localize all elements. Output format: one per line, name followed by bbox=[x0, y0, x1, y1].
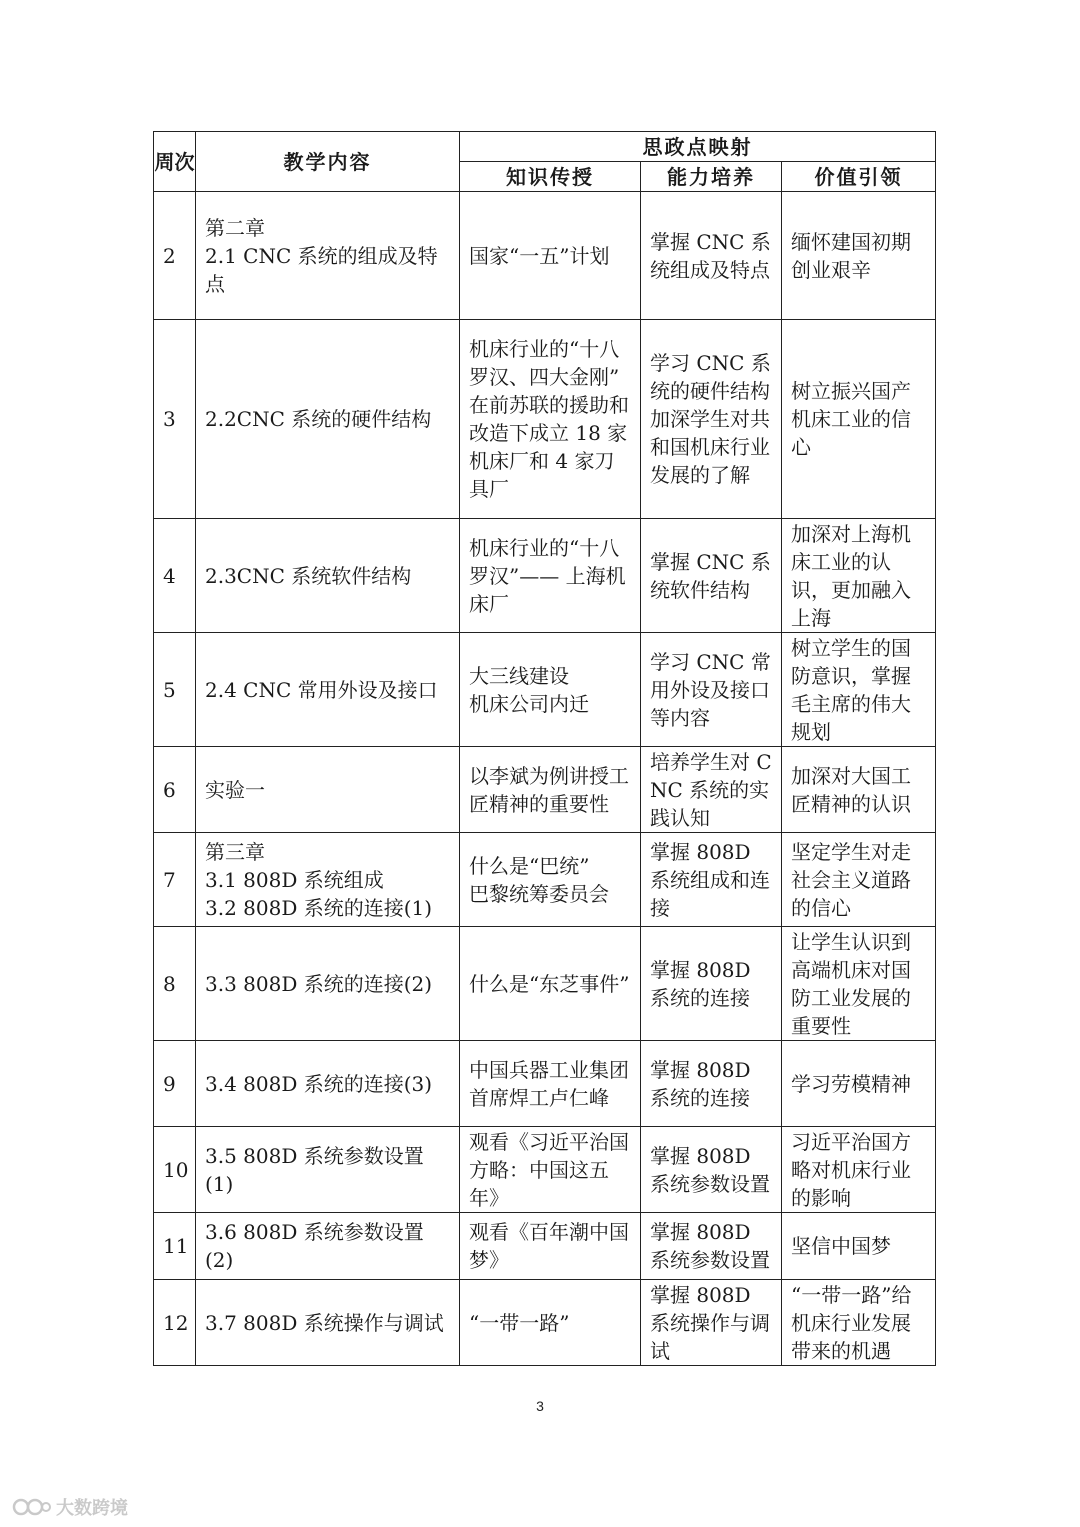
ability-cell bbox=[641, 320, 782, 519]
knowledge-cell bbox=[460, 747, 641, 833]
value-line: 坚定学生对走社会主义道路的信心 bbox=[791, 839, 911, 920]
value-cell bbox=[782, 833, 936, 927]
content-line: 2.4 CNC 常用外设及接口 bbox=[205, 677, 438, 702]
header-ability: 能力培养 bbox=[641, 162, 782, 192]
ability-line: 培养学生对 CNC 系统的实践认知 bbox=[650, 749, 772, 830]
watermark bbox=[12, 1494, 128, 1520]
value-cell bbox=[782, 519, 936, 633]
header-knowledge: 知识传授 bbox=[460, 162, 641, 192]
content-cell bbox=[196, 1280, 460, 1366]
value-line: “一带一路”给机床行业发展带来的机遇 bbox=[791, 1282, 912, 1363]
ability-line: 掌握 CNC 系统软件结构 bbox=[650, 549, 771, 602]
value-cell bbox=[782, 192, 936, 320]
knowledge-cell bbox=[460, 1280, 641, 1366]
knowledge-cell bbox=[460, 1213, 641, 1280]
content-line: 2.2CNC 系统的硬件结构 bbox=[205, 407, 432, 431]
table-row bbox=[154, 833, 936, 927]
knowledge-line: 大三线建设 bbox=[469, 663, 569, 688]
week-cell: 5 bbox=[154, 633, 196, 747]
course-plan-table bbox=[153, 131, 936, 1366]
content-line: 3.1 808D 系统组成 bbox=[205, 867, 384, 892]
value-cell bbox=[782, 1127, 936, 1213]
content-cell bbox=[196, 927, 460, 1041]
table-row bbox=[154, 519, 936, 633]
ability-line: 掌握 808D 系统参数设置 bbox=[650, 1143, 770, 1196]
value-cell bbox=[782, 927, 936, 1041]
content-cell bbox=[196, 320, 460, 519]
content-cell bbox=[196, 192, 460, 320]
value-line: 缅怀建国初期创业艰辛 bbox=[791, 229, 911, 282]
table-row bbox=[154, 320, 936, 519]
value-line: 学习劳模精神 bbox=[791, 1071, 911, 1096]
knowledge-cell bbox=[460, 320, 641, 519]
table-row bbox=[154, 927, 936, 1041]
watermark-text: 大数跨境 bbox=[56, 1498, 128, 1519]
header-week: 周次 bbox=[154, 132, 196, 192]
ability-line: 学习 CNC 系统的硬件结构 bbox=[650, 351, 771, 403]
ability-line: 掌握 808D 系统操作与调试 bbox=[650, 1282, 770, 1363]
knowledge-line: 在前苏联的援助和改造下成立 18 家机床厂和 4 家刀具厂 bbox=[469, 393, 629, 501]
knowledge-cell bbox=[460, 1127, 641, 1213]
ability-line: 掌握 808D 系统的连接 bbox=[650, 1057, 751, 1110]
week-cell: 3 bbox=[154, 320, 196, 519]
ability-cell bbox=[641, 1280, 782, 1366]
ability-line: 学习 CNC 常用外设及接口等内容 bbox=[650, 649, 771, 730]
content-cell bbox=[196, 833, 460, 927]
content-cell bbox=[196, 1213, 460, 1280]
ability-cell bbox=[641, 1213, 782, 1280]
table-row bbox=[154, 1280, 936, 1366]
table-row bbox=[154, 1041, 936, 1127]
knowledge-line: 观看《习近平治国方略：中国这五年》 bbox=[469, 1129, 629, 1210]
content-line: 3.5 808D 系统参数设置(1) bbox=[205, 1143, 424, 1196]
content-line: 2.1 CNC 系统的组成及特点 bbox=[205, 243, 438, 296]
knowledge-line: 以李斌为例讲授工匠精神的重要性 bbox=[469, 763, 629, 816]
table-row bbox=[154, 747, 936, 833]
value-cell bbox=[782, 747, 936, 833]
ability-cell bbox=[641, 1041, 782, 1127]
brand-logo-icon bbox=[12, 1496, 52, 1518]
table-row bbox=[154, 633, 936, 747]
knowledge-cell bbox=[460, 1041, 641, 1127]
content-cell bbox=[196, 1127, 460, 1213]
value-line: 加深对大国工匠精神的认识 bbox=[791, 763, 911, 816]
value-cell bbox=[782, 1280, 936, 1366]
ability-cell bbox=[641, 833, 782, 927]
knowledge-line: 中国兵器工业集团首席焊工卢仁峰 bbox=[469, 1057, 629, 1110]
week-cell: 12 bbox=[154, 1280, 196, 1366]
ability-line: 掌握 808D 系统的连接 bbox=[650, 957, 751, 1010]
content-line: 第三章 bbox=[205, 839, 265, 864]
content-line: 2.3CNC 系统软件结构 bbox=[205, 563, 412, 588]
ability-cell bbox=[641, 1127, 782, 1213]
ability-line: 加深学生对共和国机床行业发展的了解 bbox=[650, 407, 770, 487]
knowledge-line: 巴黎统筹委员会 bbox=[469, 881, 609, 906]
week-cell: 9 bbox=[154, 1041, 196, 1127]
content-line: 实验一 bbox=[205, 777, 265, 802]
week-cell: 11 bbox=[154, 1213, 196, 1280]
header-content: 教学内容 bbox=[196, 132, 460, 192]
week-cell: 2 bbox=[154, 192, 196, 320]
content-line: 3.6 808D 系统参数设置(2) bbox=[205, 1220, 424, 1272]
value-line: 树立振兴国产机床工业的信心 bbox=[791, 379, 911, 459]
knowledge-line: 什么是“东芝事件” bbox=[469, 971, 630, 996]
value-line: 树立学生的国防意识，掌握毛主席的伟大规划 bbox=[791, 635, 911, 744]
value-line: 习近平治国方略对机床行业的影响 bbox=[791, 1129, 911, 1210]
value-cell bbox=[782, 320, 936, 519]
knowledge-cell bbox=[460, 927, 641, 1041]
content-line: 第二章 bbox=[205, 215, 265, 240]
value-cell bbox=[782, 1213, 936, 1280]
ability-cell bbox=[641, 747, 782, 833]
knowledge-line: 机床行业的“十八罗汉”—— 上海机床厂 bbox=[469, 535, 626, 616]
ability-cell bbox=[641, 519, 782, 633]
knowledge-cell bbox=[460, 833, 641, 927]
content-cell bbox=[196, 633, 460, 747]
knowledge-line: 机床行业的“十八罗汉、四大金刚” bbox=[469, 337, 620, 389]
ability-cell bbox=[641, 927, 782, 1041]
header-value: 价值引领 bbox=[782, 162, 936, 192]
week-cell: 6 bbox=[154, 747, 196, 833]
content-line: 3.4 808D 系统的连接(3) bbox=[205, 1071, 433, 1096]
week-cell: 4 bbox=[154, 519, 196, 633]
week-cell: 7 bbox=[154, 833, 196, 927]
knowledge-line: 什么是“巴统” bbox=[469, 853, 590, 878]
knowledge-cell bbox=[460, 519, 641, 633]
content-cell bbox=[196, 747, 460, 833]
week-cell: 10 bbox=[154, 1127, 196, 1213]
content-line: 3.7 808D 系统操作与调试 bbox=[205, 1310, 444, 1335]
value-line: 坚信中国梦 bbox=[791, 1234, 891, 1258]
knowledge-line: 国家“一五”计划 bbox=[469, 243, 610, 268]
ability-cell bbox=[641, 633, 782, 747]
knowledge-line: 机床公司内迁 bbox=[469, 691, 589, 716]
content-cell bbox=[196, 1041, 460, 1127]
knowledge-line: 观看《百年潮中国梦》 bbox=[469, 1220, 629, 1272]
page-number: 3 bbox=[536, 1398, 544, 1414]
ability-cell bbox=[641, 192, 782, 320]
content-line: 3.3 808D 系统的连接(2) bbox=[205, 971, 433, 996]
value-cell bbox=[782, 633, 936, 747]
value-cell bbox=[782, 1041, 936, 1127]
knowledge-cell bbox=[460, 192, 641, 320]
table-row bbox=[154, 192, 936, 320]
ability-line: 掌握 808D 系统参数设置 bbox=[650, 1220, 770, 1272]
table-row bbox=[154, 1213, 936, 1280]
value-line: 加深对上海机床工业的认识，更加融入上海 bbox=[791, 521, 911, 630]
knowledge-cell bbox=[460, 633, 641, 747]
header-mapping: 思政点映射 bbox=[460, 132, 936, 162]
table-row bbox=[154, 1127, 936, 1213]
content-line: 3.2 808D 系统的连接(1) bbox=[205, 895, 433, 920]
week-cell: 8 bbox=[154, 927, 196, 1041]
content-cell bbox=[196, 519, 460, 633]
table-body bbox=[154, 192, 936, 1366]
value-line: 让学生认识到高端机床对国防工业发展的重要性 bbox=[791, 929, 911, 1038]
ability-line: 掌握 CNC 系统组成及特点 bbox=[650, 229, 771, 282]
knowledge-line: “一带一路” bbox=[469, 1310, 570, 1335]
ability-line: 掌握 808D 系统组成和连接 bbox=[650, 839, 770, 920]
